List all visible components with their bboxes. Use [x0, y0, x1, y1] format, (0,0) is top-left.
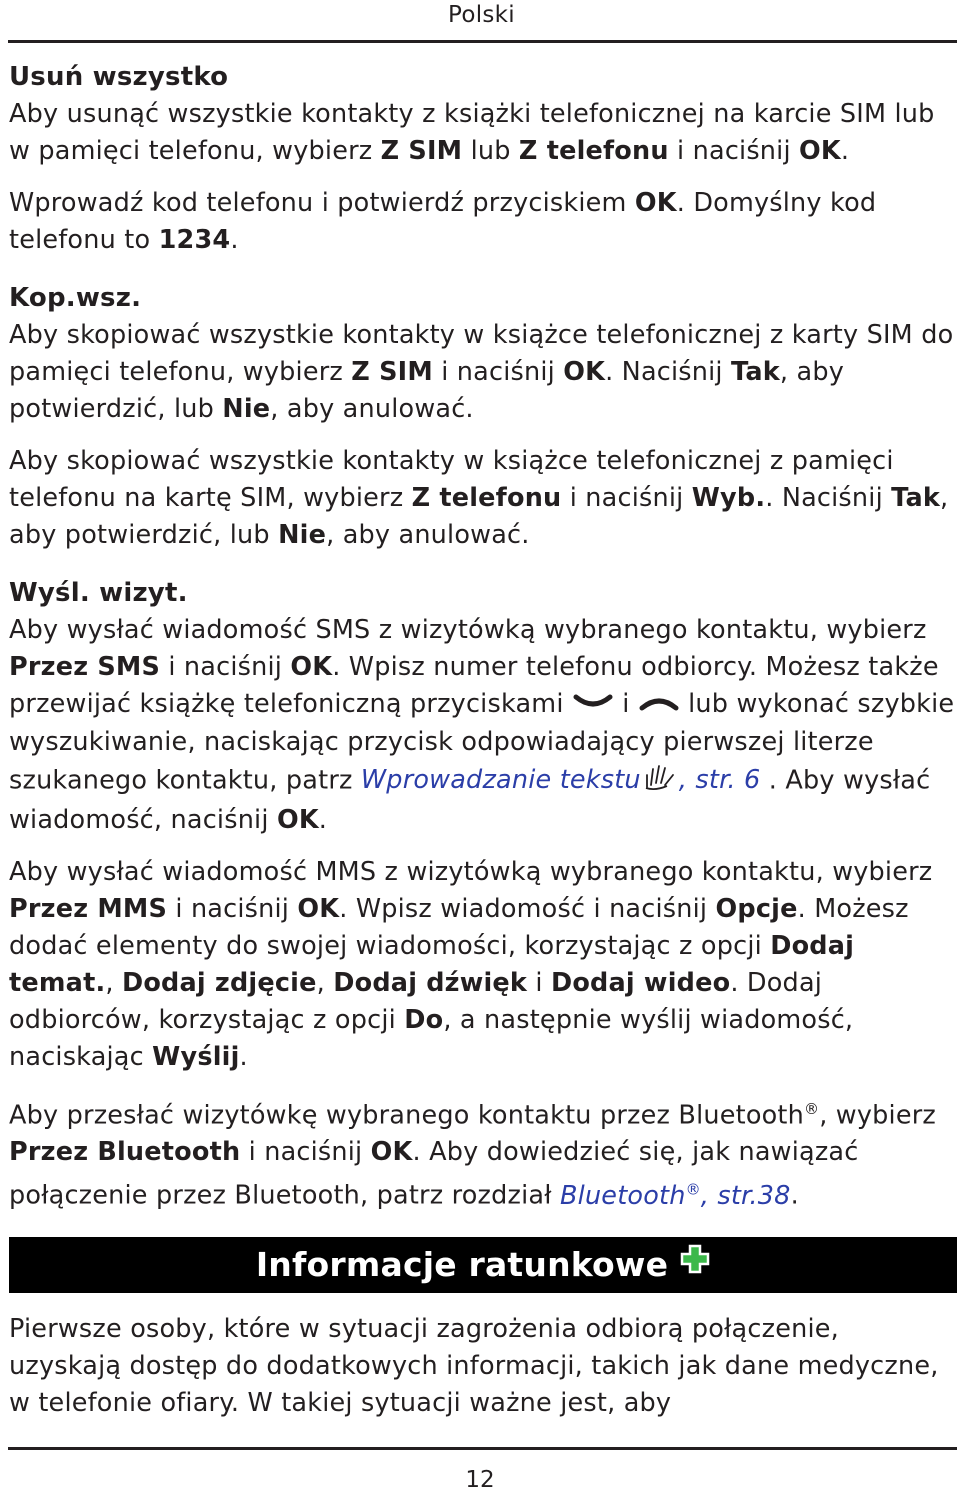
bluetooth-link[interactable]: Bluetooth®, str.38 — [559, 1180, 791, 1211]
medical-cross-icon — [680, 1244, 710, 1285]
paragraph: Aby wysłać wiadomość MMS z wizytówką wybranego kontaktu, wybierz Przez MMS i naciśnij OK. Wpisz wiadomość i naciśnij Opcje. Możesz dodać elementy do swojej wiadomości, korzystając z opcji Dodaj temat., Dodaj zdjęcie, Dodaj dźwięk i Dodaj wideo. Dodaj odbiorców, korzystając z opcji Do, a następnie wyślij wiadomość, naciskając Wyślij. — [9, 856, 933, 1072]
banner-title: Informacje ratunkowe — [255, 1245, 669, 1284]
hand-pointer-icon — [641, 761, 679, 802]
section-title-delete-all: Usuń wszystko — [9, 62, 229, 92]
page-content — [9, 58, 957, 1422]
text-input-link[interactable]: Wprowadzanie tekstu , str. 6 — [361, 765, 761, 795]
scroll-up-key-icon — [638, 687, 680, 724]
paragraph: Aby skopiować wszystkie kontakty w książce telefonicznej z pamięci telefonu na kartę SIM, wybierz Z telefonu i naciśnij Wyb.. Naciśnij Tak, aby potwierdzić, lub Nie, aby anulować. — [9, 446, 949, 550]
footer-rule — [8, 1447, 957, 1450]
emergency-banner — [9, 1237, 957, 1293]
header-rule — [8, 40, 957, 43]
paragraph: Aby skopiować wszystkie kontakty w książce telefonicznej z karty SIM do pamięci telefonu, wybierz Z SIM i naciśnij OK. Naciśnij Tak, aby potwierdzić, lub Nie, aby anulować. — [9, 320, 954, 424]
section-title-copy-all: Kop.wsz. — [9, 283, 142, 313]
paragraph: Aby przesłać wizytówkę wybranego kontaktu przez Bluetooth®, wybierz Przez Bluetooth i naciśnij OK. Aby dowiedzieć się, jak nawiązać połączenie przez Bluetooth, patrz rozdział Bluetooth®, str.38. — [9, 1099, 936, 1211]
paragraph: Pierwsze osoby, które w sytuacji zagrożenia odbiorą połączenie, uzyskają dostęp do dodatkowych informacji, takich jak dane medyczne, w telefonie ofiary. W takiej sytuacji ważne jest, aby — [9, 1313, 939, 1418]
section-title-send-card: Wyśl. wizyt. — [9, 578, 188, 608]
scroll-down-key-icon — [572, 687, 614, 724]
page-number: 12 — [465, 1467, 495, 1493]
paragraph: Wprowadź kod telefonu i potwierdź przyciskiem OK. Domyślny kod telefonu to 1234. — [9, 188, 877, 255]
language-label: Polski — [447, 2, 515, 28]
paragraph: Aby wysłać wiadomość SMS z wizytówką wybranego kontaktu, wybierz Przez SMS i naciśnij OK. Wpisz numer telefonu odbiorcy. Możesz także przewijać książkę telefoniczną przyciskami i lub wykonać szybkie wyszukiwanie, naciskając przycisk odpowiadający pierwszej literze szukanego kontaktu, patrz Wprowadzanie tekstu , str. 6 . Aby wysłać wiadomość, naciśnij OK. — [9, 615, 955, 835]
paragraph: Aby usunąć wszystkie kontakty z książki telefonicznej na karcie SIM lub w pamięci telefonu, wybierz Z SIM lub Z telefonu i naciśnij OK. — [9, 99, 935, 166]
